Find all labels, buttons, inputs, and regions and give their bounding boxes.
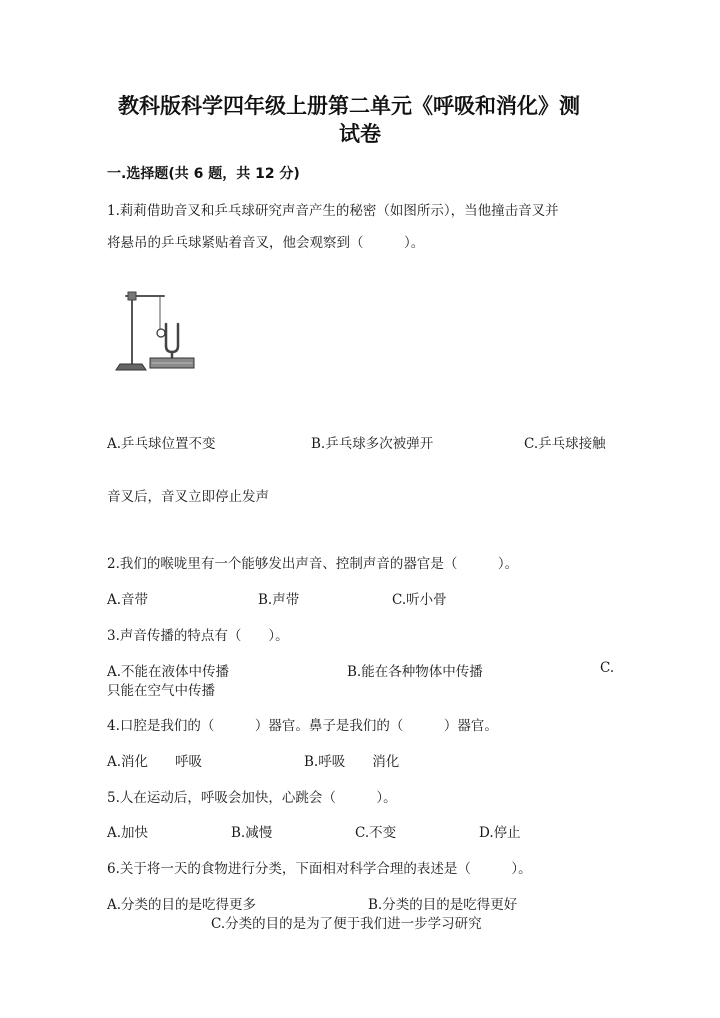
tuning-fork [166, 324, 178, 352]
question-3-stem: 3.声音传播的特点有（ ）。 [107, 628, 289, 644]
question-1-option-c[interactable]: C.乒乓球接触 [524, 436, 606, 452]
question-4-stem: 4.口腔是我们的（ ）器官。鼻子是我们的（ ）器官。 [107, 718, 498, 734]
question-6-option-b[interactable]: B.分类的目的是吃得更好 [368, 897, 518, 913]
question-3-option-a[interactable]: A.不能在液体中传播 [107, 664, 230, 680]
page-title-line-1: 教科版科学四年级上册第二单元《呼吸和消化》测 [118, 94, 580, 118]
question-1-option-a[interactable]: A.乒乓球位置不变 [107, 436, 216, 452]
question-5-stem: 5.人在运动后，呼吸会加快，心跳会（ ）。 [107, 790, 397, 806]
question-6-option-a[interactable]: A.分类的目的是吃得更多 [107, 897, 257, 913]
question-5-option-c[interactable]: C.不变 [355, 825, 397, 841]
question-2-stem: 2.我们的喉咙里有一个能够发出声音、控制声音的器官是（ ）。 [107, 556, 519, 572]
question-1-option-b[interactable]: B.乒乓球多次被弹开 [311, 436, 434, 452]
page-title-line-2: 试卷 [339, 122, 381, 146]
question-5-option-d[interactable]: D.停止 [479, 825, 521, 841]
question-2-option-c[interactable]: C.听小骨 [392, 592, 447, 608]
question-6-option-c[interactable]: C.分类的目的是为了便于我们进一步学习研究 [211, 916, 482, 932]
question-1-stem-line-1: 1.莉莉借助音叉和乒乓球研究声音产生的秘密（如图所示），当他撞击音叉并 [107, 203, 559, 219]
question-6-stem: 6.关于将一天的食物进行分类，下面相对科学合理的表述是（ ）。 [107, 861, 532, 877]
question-1-option-c-cont: 音叉后，音叉立即停止发声 [107, 489, 269, 505]
section-heading: 一.选择题(共 6 题，共 12 分) [107, 166, 300, 182]
question-2-option-b[interactable]: B.声带 [258, 592, 300, 608]
question-5-option-a[interactable]: A.加快 [107, 825, 149, 841]
ping-pong-ball [157, 329, 165, 337]
question-4-option-b[interactable]: B.呼吸 消化 [304, 754, 400, 770]
question-3-option-b[interactable]: B.能在各种物体中传播 [347, 664, 483, 680]
question-2-option-a[interactable]: A.音带 [107, 592, 149, 608]
stand-clamp [128, 292, 136, 300]
stand-base [116, 364, 146, 370]
question-5-option-b[interactable]: B.减慢 [231, 825, 273, 841]
question-3-option-c-cont: 只能在空气中传播 [107, 683, 215, 699]
tuning-fork-figure [112, 284, 202, 380]
question-1-stem-line-2: 将悬吊的乒乓球紧贴着音叉，他会观察到（ ）。 [107, 235, 425, 251]
question-4-option-a[interactable]: A.消化 呼吸 [107, 754, 203, 770]
question-3-option-c[interactable]: C. [600, 660, 615, 676]
